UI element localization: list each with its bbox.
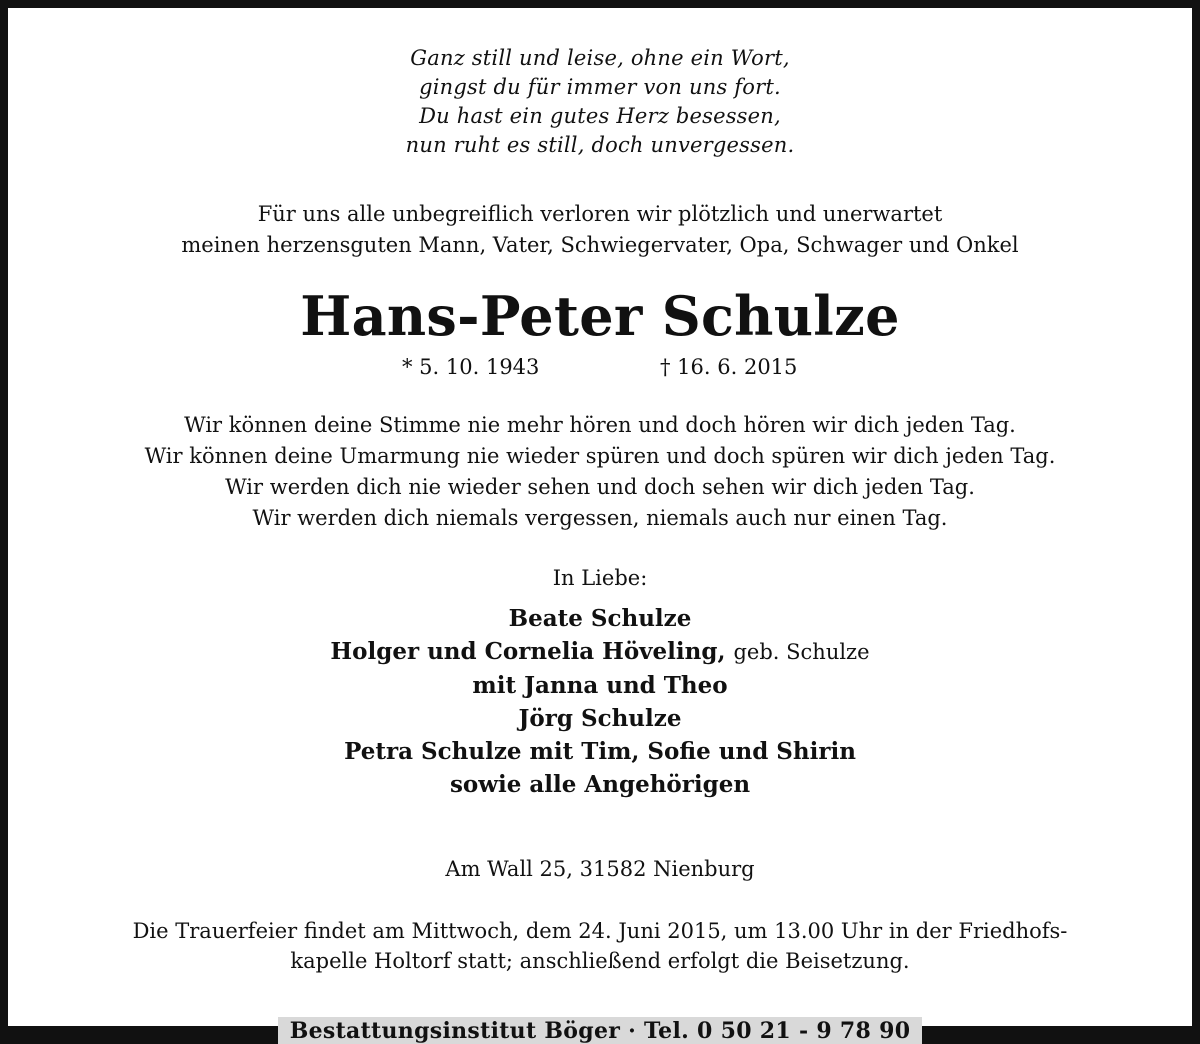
poem-line: nun ruht es still, doch unvergessen. [405, 133, 795, 157]
mourner-line: Jörg Schulze [518, 705, 682, 732]
in-love-heading: In Liebe: [552, 566, 648, 590]
intro-line: meinen herzensguten Mann, Vater, Schwiegervater, Opa, Schwager und Onkel [181, 233, 1019, 257]
deceased-name: Hans-Peter Schulze [300, 284, 900, 348]
maiden-name-note: geb. Schulze [733, 640, 870, 664]
mourner-line: Beate Schulze [508, 605, 692, 632]
poem-line: gingst du für immer von uns fort. [419, 75, 781, 99]
intro-line: Für uns alle unbegreiflich verloren wir plötzlich und unerwartet [257, 202, 943, 226]
verse-line: Wir werden dich niemals vergessen, niemals auch nur einen Tag. [252, 506, 948, 530]
verse-line: Wir werden dich nie wieder sehen und doch sehen wir dich jeden Tag. [225, 475, 975, 499]
mourner-line: sowie alle Angehörigen [449, 771, 751, 798]
remembrance-verse [0, 410, 1200, 534]
verse-line: Wir können deine Umarmung nie wieder spüren und doch spüren wir dich jeden Tag. [144, 444, 1056, 468]
funeral-info-line: kapelle Holtorf statt; anschließend erfolgt die Beisetzung. [290, 949, 910, 973]
verse-line: Wir können deine Stimme nie mehr hören und doch hören wir dich jeden Tag. [184, 413, 1016, 437]
poem-line: Du hast ein gutes Herz besessen, [419, 104, 781, 128]
funeral-info [0, 916, 1200, 976]
death-date: † 16. 6. 2015 [660, 355, 798, 379]
birth-date: * 5. 10. 1943 [402, 355, 540, 379]
mourner-line: Petra Schulze mit Tim, Sofie und Shirin [344, 738, 856, 765]
mourner-line: mit Janna und Theo [472, 672, 728, 699]
family-address: Am Wall 25, 31582 Nienburg [445, 857, 755, 881]
funeral-info-line: Die Trauerfeier findet am Mittwoch, dem 24. Juni 2015, um 13.00 Uhr in der Friedhofs- [132, 919, 1068, 943]
mourners-list [0, 602, 1200, 801]
poem-line: Ganz still und leise, ohne ein Wort, [410, 46, 790, 70]
memorial-poem [0, 44, 1200, 160]
mourner-name: Holger und Cornelia Höveling, [330, 638, 726, 665]
mourner-line [0, 635, 1200, 669]
intro-text [0, 199, 1200, 261]
funeral-home-banner: Bestattungsinstitut Böger · Tel. 0 50 21 - 9 78 90 [278, 1017, 922, 1044]
